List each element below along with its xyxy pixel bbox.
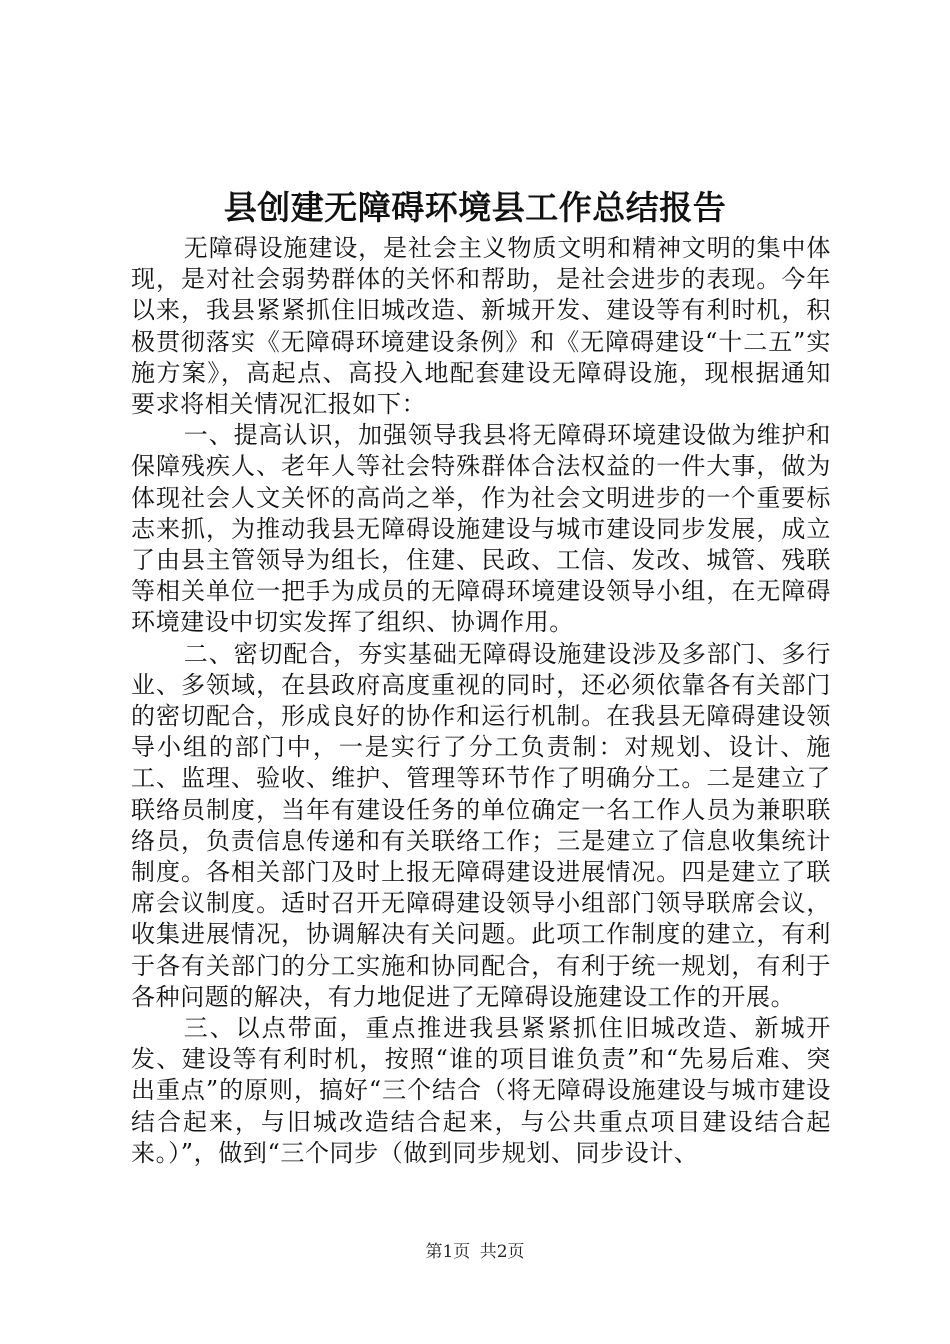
paragraph-intro: 无障碍设施建设，是社会主义物质文明和精神文明的集中体现，是对社会弱势群体的关怀和帮助，是社会进步的表现。今年以来，我县紧紧抓住旧城改造、新城开发、建设等有利时机，积极贯彻落实《无障碍环境建设条例》和《无障碍建设“十二五”实施方案》，高起点、高投入地配套建设无障碍设施，现根据通知要求将相关情况汇报如下： xyxy=(131,234,831,419)
paragraph-section-2: 二、密切配合，夯实基础无障碍设施建设涉及多部门、多行业、多领域，在县政府高度重视的同时，还必须依靠各有关部门的密切配合，形成良好的协作和运行机制。在我县无障碍建设领导小组的部门中，一是实行了分工负责制：对规划、设计、施工、监理、验收、维护、管理等环节作了明确分工。二是建立了联络员制度，当年有建设任务的单位确定一名工作人员为兼职联络员，负责信息传递和有关联络工作；三是建立了信息收集统计制度。各相关部门及时上报无障碍建设进展情况。四是建立了联席会议制度。适时召开无障碍建设领导小组部门领导联席会议，收集进展情况，协调解决有关问题。此项工作制度的建立，有利于各有关部门的分工实施和协同配合，有利于统一规划，有利于各种问题的解决，有力地促进了无障碍设施建设工作的开展。 xyxy=(131,639,831,1011)
document-title: 县创建无障碍环境县工作总结报告 xyxy=(223,188,727,227)
page-total: 共2页 xyxy=(479,1242,525,1262)
document-body xyxy=(131,233,831,1169)
page-footer xyxy=(0,1240,950,1264)
paragraph-section-1: 一、提高认识，加强领导我县将无障碍环境建设做为维护和保障残疾人、老年人等社会特殊群体合法权益的一件大事，做为体现社会人文关怀的高尚之举，作为社会文明进步的一个重要标志来抓，为推动我县无障碍设施建设与城市建设同步发展，成立了由县主管领导为组长，住建、民政、工信、发改、城管、残联等相关单位一把手为成员的无障碍环境建设领导小组，在无障碍环境建设中切实发挥了组织、协调作用。 xyxy=(131,421,831,637)
paragraph-section-3: 三、以点带面，重点推进我县紧紧抓住旧城改造、新城开发、建设等有利时机，按照“谁的项目谁负责”和“先易后难、突出重点”的原则，搞好“三个结合（将无障碍设施建设与城市建设结合起来，与旧城改造结合起来，与公共重点项目建设结合起来。）”，做到“三个同步（做到同步规划、同步设计、 xyxy=(131,1014,831,1167)
page-number: 第1页 xyxy=(425,1242,471,1262)
